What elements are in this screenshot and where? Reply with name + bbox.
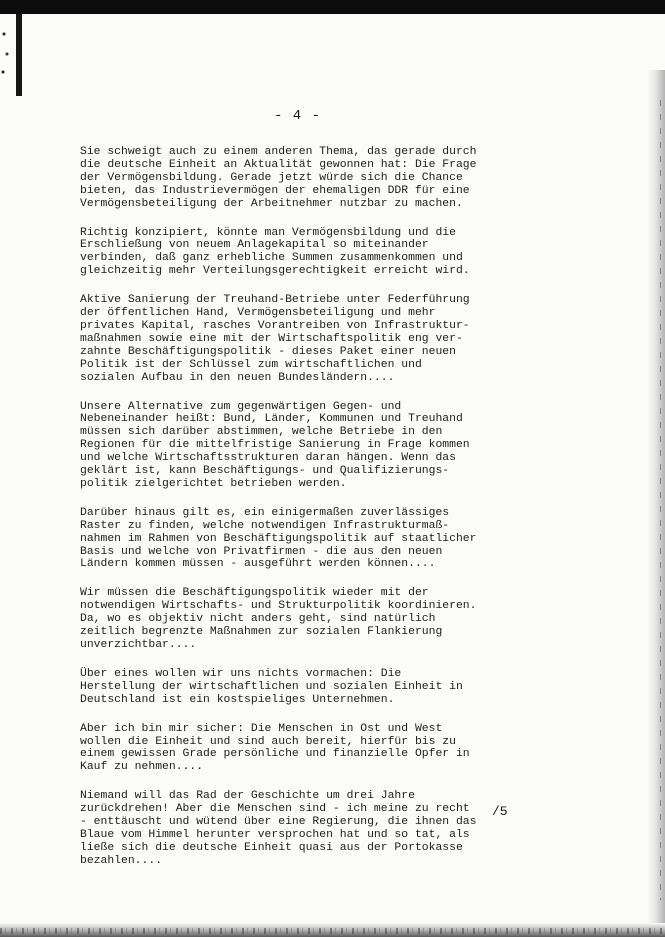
scan-right-streak — [660, 100, 661, 900]
scan-left-edge — [16, 14, 22, 96]
scan-right-edge — [647, 70, 665, 937]
page-number: - 4 - — [274, 108, 322, 124]
paragraph-4: Unsere Alternative zum gegenwärtigen Gegen- und Nebeneinander heißt: Bund, Länder, Kommunen und Treuhand müssen sich darüber abstimmen, welche Betriebe in den Regionen für die mittelfristige Sanierung in Frage kommen und welche Wirtschaftsstrukturen daran hängen. Wenn das geklärt ist, kann Beschäftigungs- und Qualifizierungs- politik zielgerichtet betrieben werden. — [80, 400, 470, 490]
paragraph-7: Über eines wollen wir uns nichts vormachen: Die Herstellung der wirtschaftlichen und sozialen Einheit in Deutschland ist ein kostspieliges Unternehmen. — [80, 667, 463, 706]
paragraph-6: Wir müssen die Beschäftigungspolitik wieder mit der notwendigen Wirtschafts- und Strukturpolitik koordinieren. Da, wo es objektiv nicht anders geht, sind natürlich zeitlich begrenzte Maßnahmen zur sozialen Flankierung unverzichtbar.... — [80, 587, 477, 651]
continuation-mark: /5 — [492, 804, 508, 819]
paragraph-5: Darüber hinaus gilt es, ein einigermaßen zuverlässiges Raster zu finden, welche notwendigen Infrastrukturmaß- nahmen im Rahmen von Beschäftigungspolitik auf staatlicher Basis und welche von Privatfirmen - die aus den neuen Ländern kommen müssen - ausgeführt werden können.... — [80, 506, 477, 571]
body-text — [80, 146, 530, 884]
paragraph-9: Niemand will das Rad der Geschichte um drei Jahre zurückdrehen! Aber die Menschen sind - ich meine zu recht - enttäuscht und wütend über eine Regierung, die ihnen das Blaue vom Himmel herunter versprochen hat und so tat, als ließe sich die deutsche Einheit quasi aus der Portokasse bezahlen.... — [80, 790, 477, 867]
scan-left-specks — [0, 14, 14, 84]
paragraph-8: Aber ich bin mir sicher: Die Menschen in Ost und West wollen die Einheit und sind auch bereit, hierfür bis zu einem gewissen Grade persönliche und finanzielle Opfer in Kauf zu nehmen.... — [80, 722, 470, 774]
paragraph-2: Richtig konzipiert, könnte man Vermögensbildung und die Erschließung von neuem Anlagekapital so miteinander verbinden, daß ganz erhebliche Summen zusammenkommen und gleichzeitig mehr Verteilungsgerechtigkeit erreicht wird. — [80, 226, 470, 278]
scan-top-border — [0, 0, 665, 14]
paragraph-3: Aktive Sanierung der Treuhand-Betriebe unter Federführung der öffentlichen Hand, Vermögensbeteiligung und mehr privates Kapital, rasches Vorantreiben von Infrastruktur- maßnahmen sowie eine mit der Wirtschaftspolitik eng ver- zahnte Beschäftigungspolitik - dieses Paket einer neuen Politik ist der Schlüssel zum wirtschaftlichen und sozialen Aufbau in den neuen Bundesländern.... — [80, 294, 470, 384]
scan-bottom-noise — [0, 928, 665, 934]
paragraph-1: Sie schweigt auch zu einem anderen Thema, das gerade durch die deutsche Einheit an Aktualität gewonnen hat: Die Frage der Vermögensbildung. Gerade jetzt würde sich die Chance bieten, das Industrievermögen der ehemaligen DDR für eine Vermögensbeteiligung der Arbeitnehmer nutzbar zu machen. — [80, 146, 477, 210]
